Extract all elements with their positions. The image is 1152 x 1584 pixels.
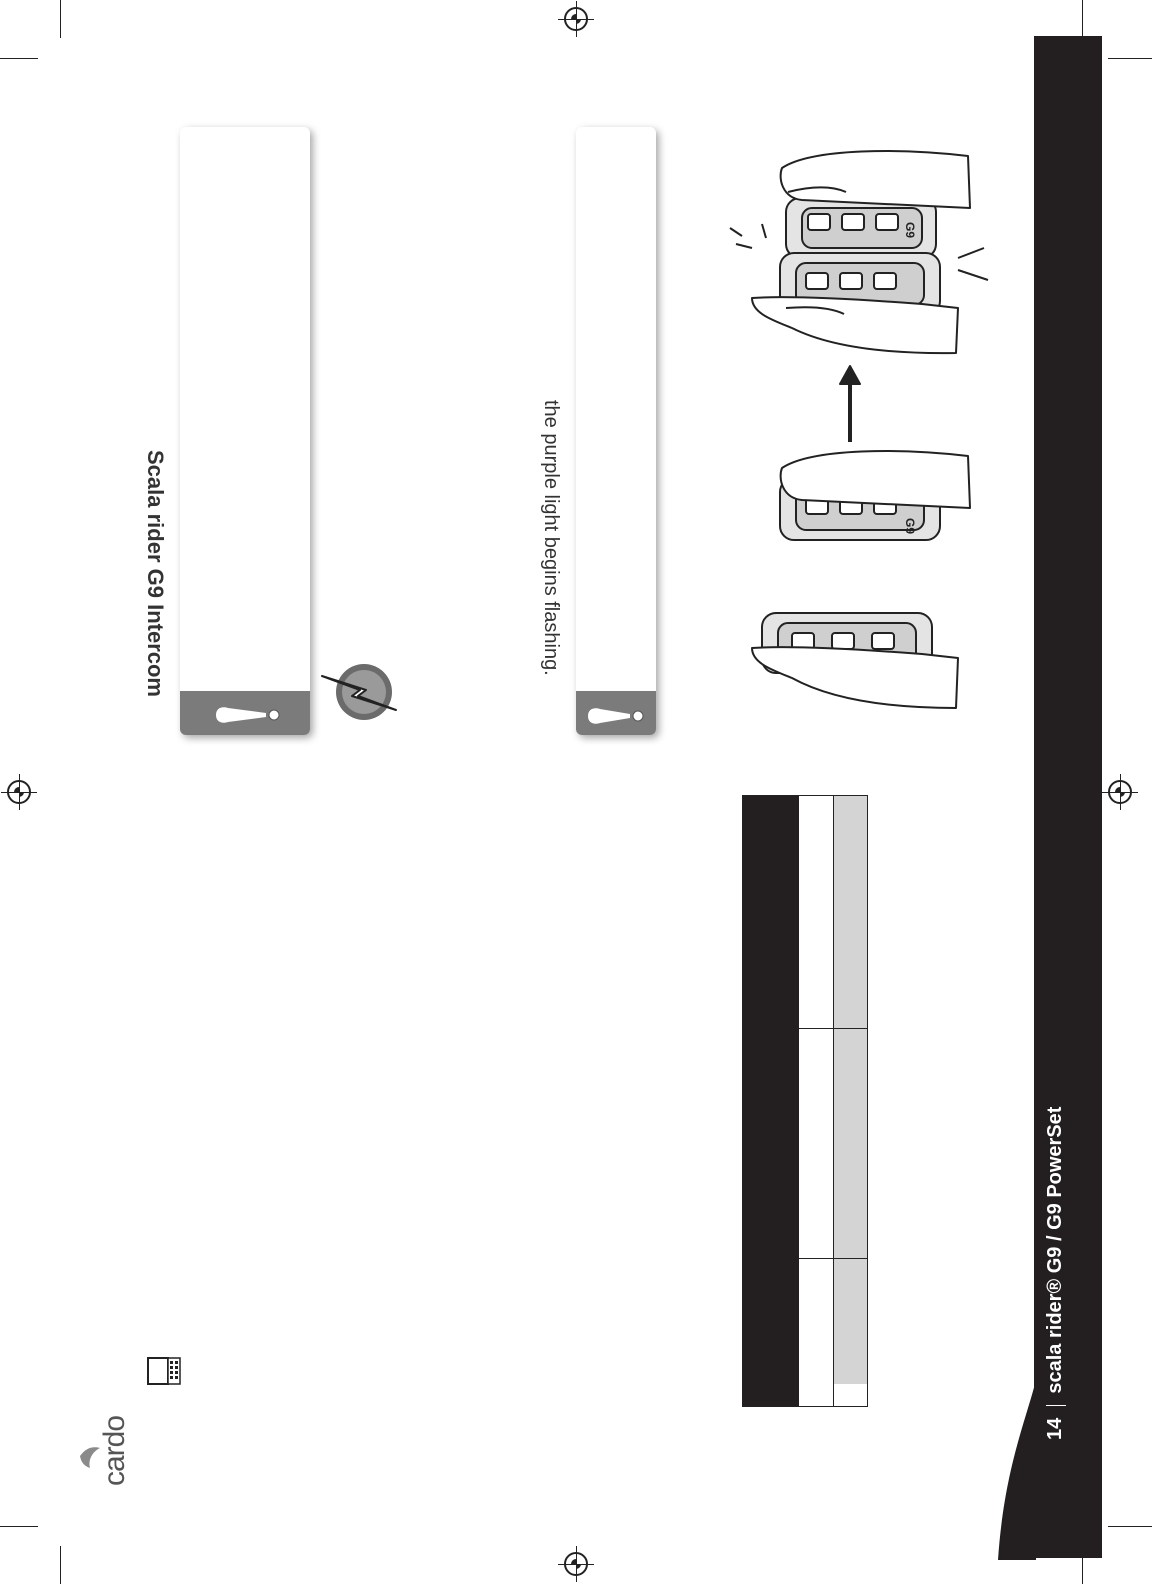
registration-mark xyxy=(564,7,588,31)
note2-clip xyxy=(540,400,565,700)
table xyxy=(742,795,868,1407)
table-column-divider xyxy=(833,796,834,1406)
note1-heading: Scala rider G9 Intercom xyxy=(143,450,168,697)
registration-mark xyxy=(564,1552,588,1576)
exclamation-icon xyxy=(212,700,282,730)
footer-divider xyxy=(1046,1405,1066,1406)
crop-mark xyxy=(60,0,61,38)
lightning-badge xyxy=(320,662,400,724)
crop-mark xyxy=(60,1546,61,1584)
note2-text: the purple light begins flashing. xyxy=(540,400,562,676)
table-header-column xyxy=(743,796,799,1406)
table-column xyxy=(799,796,833,1406)
footer-text-wrap xyxy=(1044,1106,1084,1450)
crop-mark xyxy=(0,58,38,59)
product-title: scala rider® G9 / G9 PowerSet xyxy=(1044,1106,1066,1394)
page-number: 14 xyxy=(1044,1417,1066,1440)
device-label-mid: G9 xyxy=(903,518,917,535)
lightning-icon xyxy=(320,662,400,724)
crop-mark xyxy=(0,1526,38,1527)
crop-mark xyxy=(1108,58,1152,59)
note-box xyxy=(180,127,310,735)
footer-curve xyxy=(996,1380,1036,1560)
pairing-illustration xyxy=(722,148,998,723)
note-box xyxy=(576,127,656,735)
registration-mark xyxy=(7,780,31,804)
device-icon xyxy=(146,1356,182,1386)
device-label-top: G9 xyxy=(903,222,917,239)
heading-clip xyxy=(143,450,170,740)
exclamation-icon xyxy=(584,702,646,730)
registration-mark xyxy=(1108,780,1132,804)
crop-mark xyxy=(1108,1526,1152,1527)
logo-text: cardo xyxy=(98,1415,131,1486)
table-column-alt xyxy=(833,796,867,1384)
footer-line xyxy=(1044,1107,1067,1440)
cardo-logo xyxy=(78,1408,131,1490)
crop-mark xyxy=(1082,0,1083,38)
